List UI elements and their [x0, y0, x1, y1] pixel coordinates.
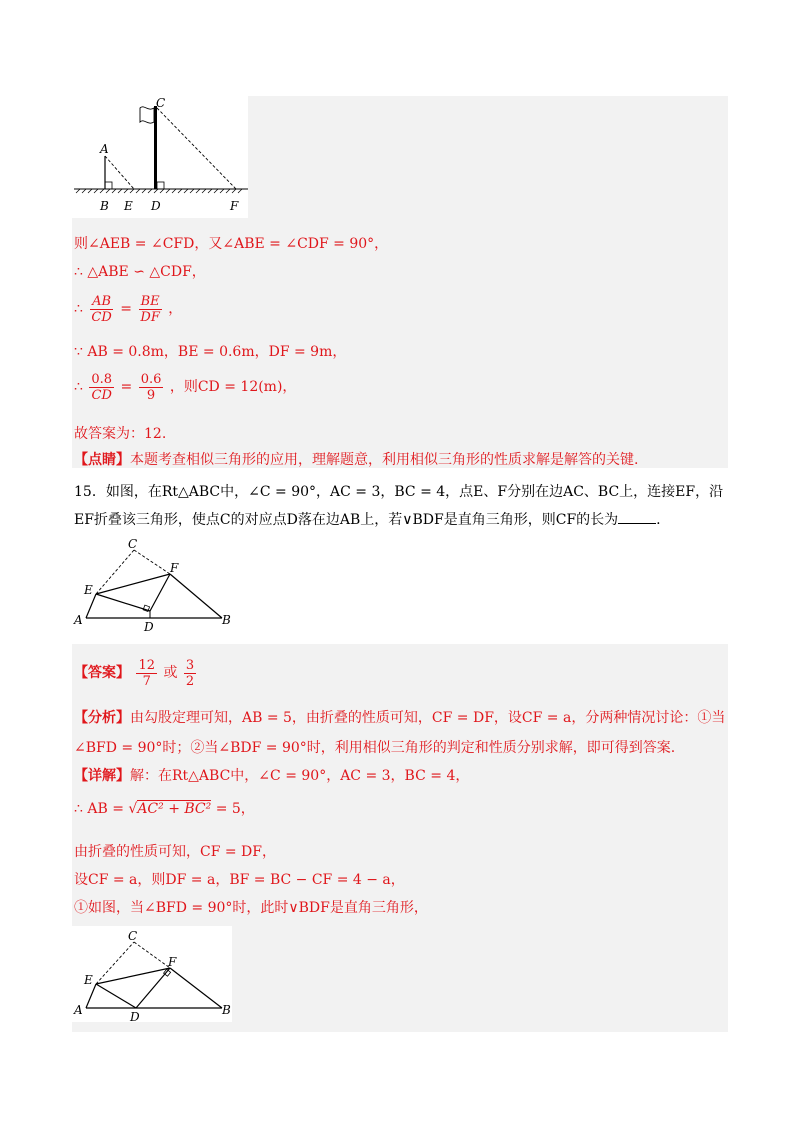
problem15-line-2: EF折叠该三角形，使点C的对应点D落在边AB上，若∨BDF是直角三角形，则CF的长为 .: [74, 512, 661, 528]
detail-line-3: 由折叠的性质可知，CF = DF，: [74, 844, 276, 860]
svg-text:D: D: [130, 1010, 140, 1022]
solution-line-4: ∵ AB = 0.8m，BE = 0.6m，DF = 9m，: [74, 344, 347, 360]
therefore-symbol: ∴: [74, 301, 83, 317]
sqrt-symbol: √: [128, 801, 138, 817]
svg-text:A: A: [74, 1003, 83, 1017]
fig1-label-f: F: [230, 199, 239, 213]
problem15-line-1: 15．如图，在Rt△ABC中，∠C = 90°，AC = 3，BC = 4，点E、F分别在边AC、BC上，连接EF，沿: [74, 484, 724, 500]
answer-line-14: 故答案为：12.: [74, 426, 167, 442]
fig1-label-a: A: [100, 142, 109, 156]
flagpole-figure: [72, 96, 248, 218]
radicand: AC² + BC²: [137, 801, 212, 817]
fraction-be-df: $\frac{BE}{DF}$: [140, 293, 160, 325]
answer15: 【答案】 $\frac{12}{7}$ 或 $\frac{3}{2}$: [74, 657, 195, 689]
comment-tag: 【点睛】: [74, 452, 130, 468]
fig1-label-d: D: [151, 199, 161, 213]
detail-line-1: 【详解】解：在Rt△ABC中，∠C = 90°，AC = 3，BC = 4，: [74, 768, 470, 784]
comment-text: 本题考查相似三角形的应用，理解题意，利用相似三角形的性质求解是解答的关键.: [130, 452, 639, 468]
triangle-figure-1: [72, 536, 242, 632]
svg-text:D: D: [144, 620, 154, 632]
fig1-label-b: B: [100, 199, 109, 213]
detail-line-5: ①如图，当∠BFD = 90°时，此时∨BDF是直角三角形，: [74, 900, 428, 916]
solution-line-2: ∴ △ABE ∽ △CDF，: [74, 264, 206, 280]
svg-text:F: F: [170, 561, 179, 575]
svg-text:B: B: [222, 613, 231, 627]
svg-text:C: C: [128, 537, 138, 551]
analysis-line-2: ∠BFD = 90°时；②当∠BDF = 90°时，利用相似三角形的判定和性质分别求解，即可得到答案.: [74, 740, 676, 756]
fraction-06-9: $\frac{0.6}{9}$: [140, 371, 162, 403]
fraction-12-7: $\frac{12}{7}$: [138, 657, 155, 689]
svg-text:C: C: [128, 929, 138, 943]
detail-line-2: ∴ AB = √AC² + BC² = 5，: [74, 801, 255, 817]
fig1-label-e: E: [124, 199, 133, 213]
fraction-08-cd: $\frac{0.8}{CD}$: [91, 371, 113, 403]
fraction-3-2: $\frac{3}{2}$: [185, 657, 195, 689]
answer-blank[interactable]: [618, 511, 656, 524]
svg-text:E: E: [84, 583, 93, 597]
svg-text:B: B: [222, 1003, 231, 1017]
fraction-ab-cd: $\frac{AB}{CD}$: [91, 293, 112, 325]
solution-line-3: ∴ $\frac{AB}{CD}$ = $\frac{BE}{DF}$ ，: [74, 293, 183, 325]
analysis-line-1: 【分析】由勾股定理可知，AB = 5，由折叠的性质可知，CF = DF，设CF = a，分两种情况讨论：①当: [74, 710, 726, 726]
solution-line-1: 则∠AEB = ∠CFD，又∠ABE = ∠CDF = 90°，: [74, 236, 389, 252]
triangle-figure-2: [72, 926, 232, 1022]
svg-text:F: F: [168, 955, 177, 969]
detail-line-4: 设CF = a，则DF = a，BF = BC − CF = 4 − a，: [74, 872, 405, 888]
comment-line-14: [74, 450, 638, 470]
svg-text:A: A: [74, 613, 83, 627]
solution-line-5: ∴ $\frac{0.8}{CD}$ = $\frac{0.6}{9}$ ，则CD = 12(m)，: [74, 371, 297, 403]
fig1-label-c: C: [156, 96, 166, 110]
svg-text:E: E: [84, 973, 93, 987]
